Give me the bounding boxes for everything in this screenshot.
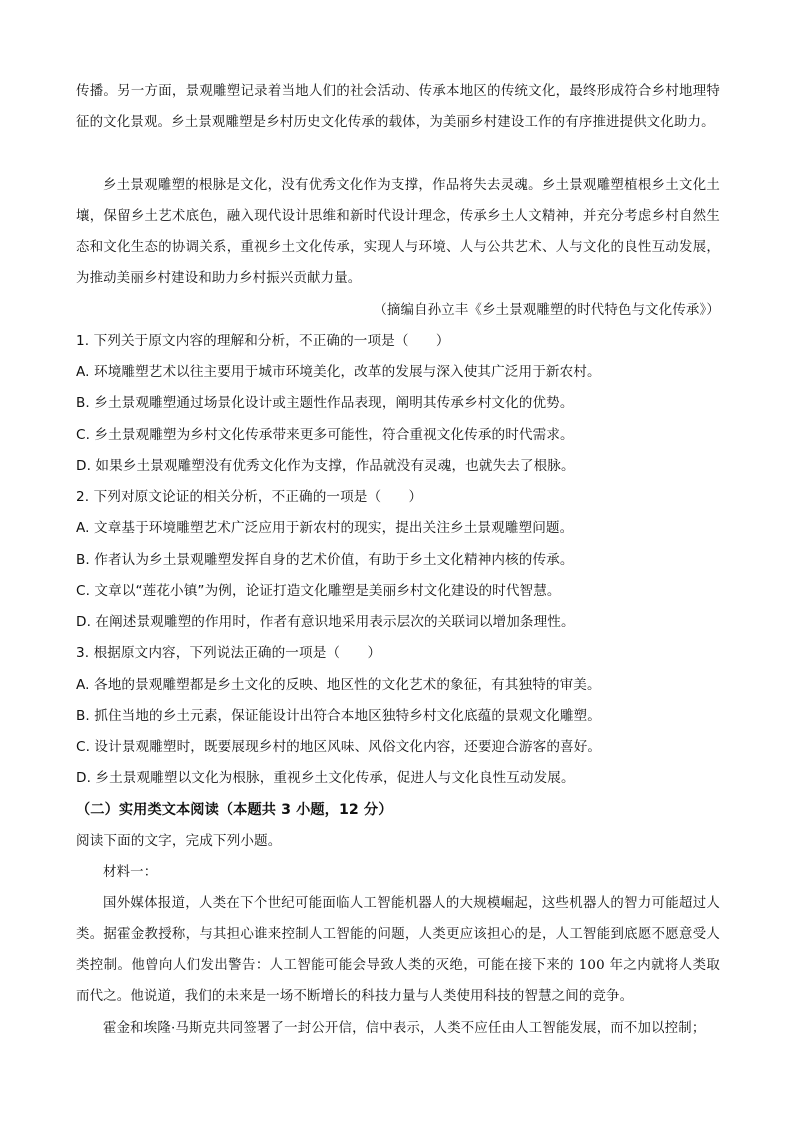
question-option: B. 乡土景观雕塑通过场景化设计或主题性作品表现，阐明其传承乡村文化的优势。 [76,395,574,411]
question-option: D. 乡土景观雕塑以文化为根脉，重视乡土文化传承，促进人与文化良性互动发展。 [76,770,575,786]
question-option: B. 抓住当地的乡土元素，保证能设计出符合本地区独特乡村文化底蕴的景观文化雕塑。 [76,708,601,724]
question-stem: 1. 下列关于原文内容的理解和分析，不正确的一项是（ ） [76,333,450,349]
material-paragraph: 霍金和埃隆·马斯克共同签署了一封公开信，信中表示，人类不应任由人工智能发展，而不加以控制； [103,1021,706,1036]
passage-paragraph: 乡土景观雕塑的根脉是文化，没有优秀文化作为支撑，作品将失去灵魂。乡土景观雕塑植根乡土文化土壤，保留乡土艺术底色，融入现代设计思维和新时代设计理念，传承乡土人文精神，并充分考虑乡村自然生态和文化生态的协调关系，重视乡土文化传承，实现人与环境、人与公共艺术、人与文化的良性互动发展，为推动美丽乡村建设和助力乡村振兴贡献力量。 [76,178,720,286]
question-stem: 3. 根据原文内容，下列说法正确的一项是（ ） [76,645,382,661]
question-option: B. 作者认为乡土景观雕塑发挥自身的艺术价值，有助于乡土文化精神内核的传承。 [76,552,574,568]
question-option: D. 如果乡土景观雕塑没有优秀文化作为支撑，作品就没有灵魂，也就失去了根脉。 [76,458,575,474]
question-option: D. 在阐述景观雕塑的作用时，作者有意识地采用表示层次的关联词以增加条理性。 [76,614,575,630]
question-option: A. 各地的景观雕塑都是乡土文化的反映、地区性的文化艺术的象征，有其独特的审美。 [76,677,601,693]
material-paragraph: 国外媒体报道，人类在下个世纪可能面临人工智能机器人的大规模崛起，这些机器人的智力可能超过人类。据霍金教授称，与其担心谁来控制人工智能的问题，人类更应该担心的是，人工智能到底愿不愿意受人类控制。他曾向人们发出警告：人工智能可能会导致人类的灭绝，可能在接下来的 100 年之内就将人类取而代之。他说道，我们的未来是一场不断增长的科技力量与人类使用科技的智慧之间的竞争。 [76,896,720,1004]
question-option: C. 文章以“莲花小镇”为例，论证打造文化雕塑是美丽乡村文化建设的时代智慧。 [76,583,561,599]
question-option: C. 设计景观雕塑时，既要展现乡村的地区风味、风俗文化内容，还要迎合游客的喜好。 [76,739,602,755]
question-option: C. 乡土景观雕塑为乡村文化传承带来更多可能性，符合重视文化传承的时代需求。 [76,427,574,443]
material-label: 材料一： [103,865,158,880]
passage-source: （摘编自孙立丰《乡土景观雕塑的时代特色与文化传承》） [373,303,720,318]
question-option: A. 文章基于环境雕塑艺术广泛应用于新农村的现实，提出关注乡土景观雕塑问题。 [76,520,574,536]
passage-paragraph: 传播。另一方面，景观雕塑记录着当地人们的社会活动、传承本地区的传统文化，最终形成符合乡村地理特征的文化景观。乡土景观雕塑是乡村历史文化传承的载体，为美丽乡村建设工作的有序推进提供文化助力。 [76,84,720,130]
question-stem: 2. 下列对原文论证的相关分析，不正确的一项是（ ） [76,489,423,505]
section-instruction: 阅读下面的文字，完成下列小题。 [76,833,282,849]
question-option: A. 环境雕塑艺术以往主要用于城市环境美化，改革的发展与深入使其广泛用于新农村。 [76,364,601,380]
section-heading: （二）实用类文本阅读（本题共 3 小题，12 分） [76,802,393,818]
